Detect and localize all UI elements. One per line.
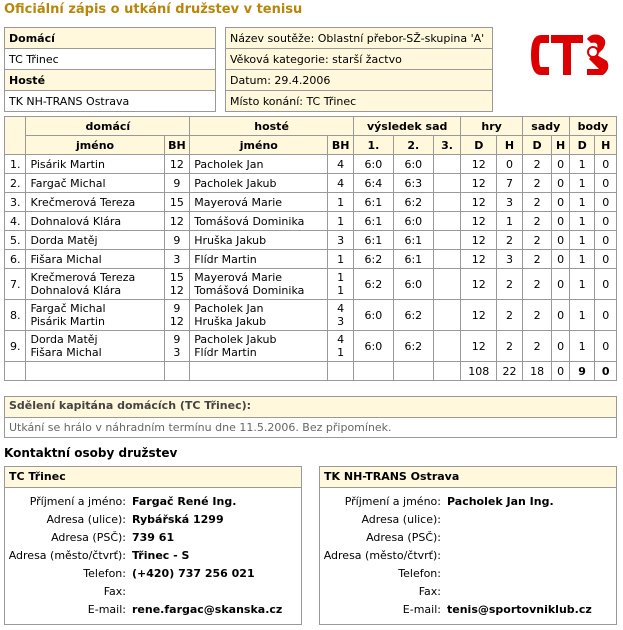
cell-gh: 3 [497, 193, 523, 212]
guest-team: TK NH-TRANS Ostrava [5, 91, 216, 112]
table-row [5, 174, 617, 193]
contact-field-value: 739 61 [132, 530, 175, 544]
cell-s3 [433, 331, 461, 362]
home-bh-cell [164, 155, 190, 174]
empty-cell [26, 362, 164, 381]
cell-sh: 0 [552, 250, 569, 269]
cell-s2: 6:1 [393, 231, 433, 250]
captain-note [4, 396, 617, 438]
home-player-cell [26, 231, 164, 250]
empty-cell [433, 362, 461, 381]
cell-s1: 6:0 [353, 300, 393, 331]
row-number: 3. [5, 193, 26, 212]
home-player-cell [26, 155, 164, 174]
cell-s1: 6:1 [353, 193, 393, 212]
col-sets-h: H [552, 136, 569, 155]
total-sd: 18 [522, 362, 552, 381]
cell-gh: 7 [497, 174, 523, 193]
teams-box [4, 27, 216, 112]
contact-row [320, 564, 595, 582]
guest-bh-cell [328, 269, 354, 300]
cell-s2: 6:2 [393, 331, 433, 362]
home-bh-cell [164, 231, 190, 250]
contact-field-label: Fax: [418, 584, 441, 598]
category-info: Věková kategorie: starší žactvo [226, 49, 493, 70]
cell-ph: 0 [595, 331, 617, 362]
cell-s2: 6:3 [393, 174, 433, 193]
col-home-bh: BH [164, 136, 190, 155]
col-home-name: jméno [26, 136, 164, 155]
total-gh: 22 [497, 362, 523, 381]
col-games-d: D [461, 136, 497, 155]
cell-sh: 0 [552, 155, 569, 174]
contact-field-label: Adresa (město/čtvrť): [323, 548, 441, 562]
contact-row [320, 510, 595, 528]
guest-bh: 3 [337, 233, 345, 247]
row-number: 9. [5, 331, 26, 362]
cell-ph: 0 [595, 269, 617, 300]
contact-field-label: Příjmení a jméno: [344, 494, 441, 508]
contact-field-value [129, 582, 285, 600]
total-gd: 108 [461, 362, 497, 381]
cell-pd: 1 [569, 155, 595, 174]
home-player: Fargač Michal [30, 176, 106, 190]
col-guest: hosté [190, 117, 354, 136]
guest-bh: 1 [337, 271, 345, 284]
contact-row [5, 582, 285, 600]
contact-row [320, 528, 595, 546]
cell-sh: 0 [552, 174, 569, 193]
guest-player: Hruška Jakub [194, 315, 267, 328]
col-home: domácí [26, 117, 190, 136]
totals-row [5, 362, 617, 381]
cell-s2: 6:2 [393, 193, 433, 212]
contact-row [320, 492, 595, 510]
guest-player: Pacholek Jan [194, 302, 264, 315]
cell-sd: 2 [522, 231, 552, 250]
cell-sd: 2 [522, 174, 552, 193]
guest-player: Hruška Jakub [194, 233, 267, 247]
guest-bh-cell [328, 155, 354, 174]
home-player-cell [26, 250, 164, 269]
guest-player: Pacholek Jakub [194, 333, 277, 346]
cell-pd: 1 [569, 331, 595, 362]
col-games-h: H [497, 136, 523, 155]
home-bh: 9 [173, 233, 181, 247]
table-row [5, 231, 617, 250]
contact-field-label: Adresa (PSČ): [51, 530, 126, 544]
contact-home [4, 466, 302, 625]
page-title: Oficiální zápis o utkání družstev v tenisu [4, 2, 303, 17]
contact-field-value: Rybářská 1299 [132, 512, 224, 526]
guest-bh: 1 [337, 346, 345, 359]
table-row [5, 155, 617, 174]
cell-s2: 6:1 [393, 250, 433, 269]
empty-cell [353, 362, 393, 381]
contact-row [320, 582, 595, 600]
contact-team-name: TC Třinec [5, 467, 301, 488]
home-bh: 9 [173, 176, 181, 190]
cell-s2: 6:0 [393, 212, 433, 231]
empty-cell [164, 362, 190, 381]
cell-sh: 0 [552, 300, 569, 331]
cell-gd: 12 [461, 331, 497, 362]
home-player-cell [26, 193, 164, 212]
row-number: 8. [5, 300, 26, 331]
cell-s2: 6:0 [393, 269, 433, 300]
cell-s1: 6:2 [353, 269, 393, 300]
cell-pd: 1 [569, 250, 595, 269]
cell-sh: 0 [552, 212, 569, 231]
table-row [5, 212, 617, 231]
captain-text: Utkání se hrálo v náhradním termínu dne 11.5.2006. Bez připomínek. [5, 417, 616, 437]
cell-s3 [433, 193, 461, 212]
cell-ph: 0 [595, 174, 617, 193]
guest-label: Hosté [5, 70, 216, 91]
total-sh: 0 [552, 362, 569, 381]
contact-field-label: Příjmení a jméno: [29, 494, 126, 508]
cell-s2: 6:2 [393, 300, 433, 331]
cell-s3 [433, 231, 461, 250]
home-bh-cell [164, 212, 190, 231]
row-number: 2. [5, 174, 26, 193]
cell-gd: 12 [461, 250, 497, 269]
home-player-cell [26, 300, 164, 331]
cell-s3 [433, 174, 461, 193]
total-ph: 0 [595, 362, 617, 381]
home-bh: 9 [173, 302, 181, 315]
cell-pd: 1 [569, 300, 595, 331]
cell-s1: 6:0 [353, 155, 393, 174]
guest-player-cell [190, 174, 328, 193]
row-number: 5. [5, 231, 26, 250]
cell-ph: 0 [595, 250, 617, 269]
guest-bh: 4 [337, 157, 345, 171]
results-table [4, 116, 617, 381]
table-row [5, 250, 617, 269]
cell-sd: 2 [522, 155, 552, 174]
cell-gd: 12 [461, 212, 497, 231]
home-player-cell [26, 269, 164, 300]
contact-field-label: E-mail: [402, 602, 441, 616]
home-bh-cell [164, 300, 190, 331]
cell-pd: 1 [569, 212, 595, 231]
cell-ph: 0 [595, 193, 617, 212]
home-bh: 3 [173, 346, 181, 359]
col-points-h: H [595, 136, 617, 155]
home-bh: 12 [169, 315, 184, 328]
cell-s3 [433, 269, 461, 300]
contact-field-value: (+420) 737 256 021 [132, 566, 255, 580]
contact-field-value [444, 582, 595, 600]
cell-sd: 2 [522, 193, 552, 212]
home-bh-cell [164, 193, 190, 212]
guest-player-cell [190, 269, 328, 300]
contacts-title: Kontaktní osoby družstev [4, 446, 178, 460]
home-player: Fargač Michal [30, 302, 106, 315]
cell-sh: 0 [552, 331, 569, 362]
home-bh-cell [164, 269, 190, 300]
col-guest-bh: BH [328, 136, 354, 155]
contact-row [5, 528, 285, 546]
home-player: Fišara Michal [30, 252, 102, 266]
cell-s3 [433, 250, 461, 269]
col-set3: 3. [433, 136, 461, 155]
guest-bh-cell [328, 250, 354, 269]
cell-s1: 6:1 [353, 212, 393, 231]
contact-row [5, 492, 285, 510]
home-label: Domácí [5, 28, 216, 49]
match-info-box [225, 27, 493, 112]
cell-sd: 2 [522, 212, 552, 231]
contact-field-label: Telefon: [83, 566, 126, 580]
home-player: Dorda Matěj [30, 333, 98, 346]
competition-info: Název soutěže: Oblastní přebor-SŽ-skupina 'A' [226, 28, 493, 49]
cell-gh: 2 [497, 331, 523, 362]
col-set2: 2. [393, 136, 433, 155]
contact-field-value [444, 510, 595, 528]
contact-field-value: Pacholek Jan Ing. [447, 494, 554, 508]
guest-player-cell [190, 155, 328, 174]
home-bh: 12 [169, 214, 184, 228]
contact-fields [320, 492, 595, 618]
contact-field-label: Adresa (město/čtvrť): [8, 548, 126, 562]
contact-field-value: Třinec - S [132, 548, 190, 562]
guest-bh-cell [328, 174, 354, 193]
guest-bh: 4 [337, 302, 345, 315]
guest-bh-cell [328, 212, 354, 231]
cell-sd: 2 [522, 331, 552, 362]
cell-s3 [433, 212, 461, 231]
col-points: body [569, 117, 616, 136]
contact-field-label: E-mail: [87, 602, 126, 616]
home-player: Krečmerová Tereza [30, 271, 136, 284]
date-info: Datum: 29.4.2006 [226, 70, 493, 91]
cell-pd: 1 [569, 269, 595, 300]
row-number: 6. [5, 250, 26, 269]
venue-info: Místo konání: TC Třinec [226, 91, 493, 112]
home-bh: 9 [173, 333, 181, 346]
home-bh-cell [164, 174, 190, 193]
cell-ph: 0 [595, 155, 617, 174]
home-player-cell [26, 331, 164, 362]
contact-fields [5, 492, 285, 618]
cell-gh: 3 [497, 250, 523, 269]
home-team: TC Třinec [5, 49, 216, 70]
home-player: Dohnalová Klára [30, 214, 122, 228]
col-points-d: D [569, 136, 595, 155]
cell-ph: 0 [595, 300, 617, 331]
contact-row [5, 510, 285, 528]
cell-gd: 12 [461, 155, 497, 174]
cell-ph: 0 [595, 231, 617, 250]
guest-bh-cell [328, 300, 354, 331]
cell-sd: 2 [522, 269, 552, 300]
col-sets-d: D [522, 136, 552, 155]
cell-gd: 12 [461, 193, 497, 212]
contact-field-value: tenis@sportovniklub.cz [447, 602, 592, 616]
cell-gh: 2 [497, 300, 523, 331]
contact-team-name: TK NH-TRANS Ostrava [320, 467, 616, 488]
empty-cell [190, 362, 328, 381]
cell-s1: 6:0 [353, 331, 393, 362]
table-row [5, 331, 617, 362]
home-bh: 3 [173, 252, 181, 266]
contact-field-label: Telefon: [398, 566, 441, 580]
contact-field-value: Fargač René Ing. [132, 494, 237, 508]
contact-field-value [444, 528, 595, 546]
tennis-club-logo-icon [527, 25, 613, 85]
cell-s3 [433, 300, 461, 331]
guest-bh: 4 [337, 176, 345, 190]
captain-heading: Sdělení kapitána domácích (TC Třinec): [5, 397, 616, 417]
home-bh: 15 [169, 271, 184, 284]
guest-player-cell [190, 331, 328, 362]
col-result: výsledek sad [353, 117, 460, 136]
cell-gh: 0 [497, 155, 523, 174]
cell-gd: 12 [461, 300, 497, 331]
cell-sh: 0 [552, 269, 569, 300]
cell-s2: 6:0 [393, 155, 433, 174]
home-bh-cell [164, 331, 190, 362]
home-player: Pisárik Martin [30, 157, 105, 171]
guest-bh-cell [328, 231, 354, 250]
guest-player: Pacholek Jakub [194, 176, 277, 190]
col-guest-name: jméno [190, 136, 328, 155]
col-set1: 1. [353, 136, 393, 155]
guest-player: Tomášová Dominika [194, 284, 305, 297]
table-row [5, 193, 617, 212]
contact-field-label: Fax: [103, 584, 126, 598]
cell-ph: 0 [595, 212, 617, 231]
guest-bh: 4 [337, 333, 345, 346]
guest-bh: 1 [337, 252, 345, 266]
cell-gd: 12 [461, 269, 497, 300]
row-number: 1. [5, 155, 26, 174]
cell-gd: 12 [461, 231, 497, 250]
guest-player-cell [190, 250, 328, 269]
table-row [5, 300, 617, 331]
cell-sh: 0 [552, 193, 569, 212]
guest-player: Pacholek Jan [194, 157, 264, 171]
contact-row [320, 600, 595, 618]
cell-s3 [433, 155, 461, 174]
home-player: Pisárik Martin [30, 315, 105, 328]
contact-row [5, 546, 285, 564]
home-bh: 12 [169, 157, 184, 171]
empty-cell [328, 362, 354, 381]
empty-cell [393, 362, 433, 381]
table-row [5, 269, 617, 300]
col-games: hry [461, 117, 522, 136]
contact-guest [319, 466, 617, 625]
contact-field-value [444, 564, 595, 582]
guest-player: Mayerová Marie [194, 195, 283, 209]
cell-pd: 1 [569, 174, 595, 193]
cell-s1: 6:1 [353, 231, 393, 250]
cell-s1: 6:4 [353, 174, 393, 193]
guest-bh: 1 [337, 195, 345, 209]
home-bh: 15 [169, 195, 184, 209]
total-pd: 9 [569, 362, 595, 381]
row-number: 7. [5, 269, 26, 300]
guest-player-cell [190, 212, 328, 231]
guest-player-cell [190, 300, 328, 331]
guest-player-cell [190, 231, 328, 250]
guest-bh: 3 [337, 315, 345, 328]
contact-field-value [444, 546, 595, 564]
cell-pd: 1 [569, 231, 595, 250]
cell-gh: 2 [497, 269, 523, 300]
guest-player: Tomášová Dominika [194, 214, 305, 228]
empty-cell [5, 362, 26, 381]
cell-sd: 2 [522, 250, 552, 269]
contact-row [5, 600, 285, 618]
cell-pd: 1 [569, 193, 595, 212]
contact-field-label: Adresa (ulice): [361, 512, 441, 526]
cell-s1: 6:2 [353, 250, 393, 269]
contact-field-label: Adresa (PSČ): [366, 530, 441, 544]
home-player: Fišara Michal [30, 346, 102, 359]
home-player: Dorda Matěj [30, 233, 98, 247]
home-bh: 12 [169, 284, 184, 297]
contact-row [5, 564, 285, 582]
home-player-cell [26, 212, 164, 231]
guest-player-cell [190, 193, 328, 212]
guest-bh-cell [328, 331, 354, 362]
cell-sd: 2 [522, 300, 552, 331]
col-sets: sady [522, 117, 569, 136]
home-player-cell [26, 174, 164, 193]
row-number: 4. [5, 212, 26, 231]
contact-row [320, 546, 595, 564]
cell-sh: 0 [552, 231, 569, 250]
guest-player: Flídr Martin [194, 252, 257, 266]
cell-gh: 1 [497, 212, 523, 231]
contact-field-label: Adresa (ulice): [46, 512, 126, 526]
cell-gd: 12 [461, 174, 497, 193]
guest-player: Flídr Martin [194, 346, 257, 359]
guest-bh: 1 [337, 284, 345, 297]
guest-player: Mayerová Marie [194, 271, 283, 284]
cell-gh: 2 [497, 231, 523, 250]
guest-bh: 1 [337, 214, 345, 228]
guest-bh-cell [328, 193, 354, 212]
home-player: Dohnalová Klára [30, 284, 122, 297]
home-player: Krečmerová Tereza [30, 195, 136, 209]
contact-field-value: rene.fargac@skanska.cz [132, 602, 283, 616]
home-bh-cell [164, 250, 190, 269]
